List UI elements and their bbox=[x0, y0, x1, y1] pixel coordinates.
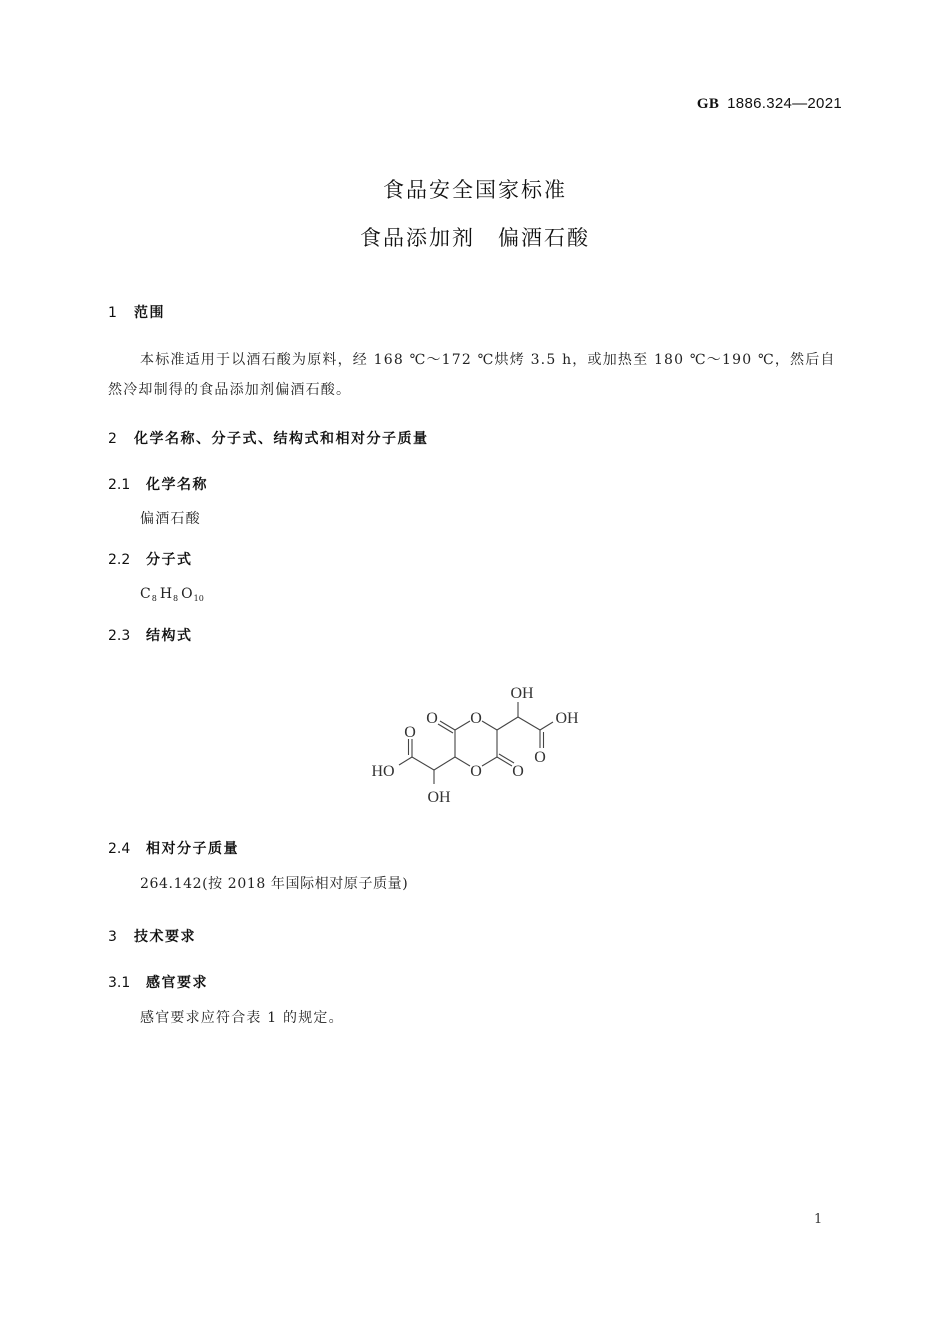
count-h: 8 bbox=[173, 594, 179, 603]
document-title-line1: 食品安全国家标准 bbox=[383, 178, 567, 202]
section-3-1-heading bbox=[108, 972, 208, 992]
molecular-formula bbox=[140, 579, 207, 614]
section-number: 3.1 bbox=[108, 975, 131, 991]
section-title: 化学名称、分子式、结构式和相对分子质量 bbox=[134, 431, 429, 447]
section-2-2-heading bbox=[108, 549, 193, 569]
section-2-4-heading bbox=[108, 838, 239, 858]
section-2-heading bbox=[108, 428, 429, 448]
carbonyl-oxygen-label: O bbox=[512, 763, 524, 780]
section-number: 3 bbox=[108, 929, 117, 945]
section-title: 相对分子质量 bbox=[146, 841, 239, 857]
hydroxyl-label: OH bbox=[555, 710, 579, 727]
hydroxyl-label: HO bbox=[371, 763, 395, 780]
ring-oxygen-label: O bbox=[470, 763, 482, 780]
molecular-mass: 264.142(按 2018 年国际相对原子质量) bbox=[140, 876, 409, 892]
count-c: 8 bbox=[151, 594, 157, 603]
section-number: 2.1 bbox=[108, 477, 131, 493]
section-number: 2.3 bbox=[108, 628, 131, 644]
chemical-name: 偏酒石酸 bbox=[140, 511, 201, 527]
page-number: 1 bbox=[814, 1212, 823, 1227]
element-h: H bbox=[159, 586, 173, 602]
sensory-requirements-text: 感官要求应符合表 1 的规定。 bbox=[140, 1010, 344, 1026]
standard-code: 1886.324—2021 bbox=[727, 95, 842, 112]
carbonyl-oxygen-label: O bbox=[426, 710, 438, 727]
section-1-heading bbox=[108, 302, 165, 322]
structural-formula-diagram bbox=[360, 678, 600, 808]
section-number: 2.2 bbox=[108, 552, 131, 568]
section-number: 2 bbox=[108, 431, 117, 447]
section-2-1-heading bbox=[108, 474, 208, 494]
section-number: 1 bbox=[108, 305, 117, 321]
carbonyl-oxygen-label: O bbox=[404, 724, 416, 741]
section-title: 感官要求 bbox=[146, 975, 208, 991]
section-number: 2.4 bbox=[108, 841, 131, 857]
section-title: 结构式 bbox=[146, 628, 193, 644]
section-title: 范围 bbox=[134, 305, 165, 321]
standard-prefix: GB bbox=[696, 96, 720, 112]
element-c: C bbox=[140, 586, 151, 602]
carbonyl-oxygen-label: O bbox=[534, 749, 546, 766]
element-o: O bbox=[181, 586, 193, 602]
section-2-3-heading bbox=[108, 625, 193, 645]
section-3-heading bbox=[108, 926, 196, 946]
section-title: 化学名称 bbox=[146, 477, 208, 493]
section-title: 分子式 bbox=[146, 552, 193, 568]
hydroxyl-label: OH bbox=[427, 789, 451, 806]
document-title-line2: 食品添加剂 偏酒石酸 bbox=[360, 226, 590, 250]
hydroxyl-label: OH bbox=[510, 685, 534, 702]
ring-oxygen-label: O bbox=[470, 710, 482, 727]
scope-paragraph: 本标准适用于以酒石酸为原料，经 168 ℃～172 ℃烘烤 3.5 h，或加热至 180 ℃～190 ℃，然后自然冷却制得的食品添加剂偏酒石酸。 bbox=[108, 352, 836, 398]
section-title: 技术要求 bbox=[134, 929, 196, 945]
count-o: 10 bbox=[193, 594, 204, 603]
standard-number bbox=[697, 95, 842, 113]
